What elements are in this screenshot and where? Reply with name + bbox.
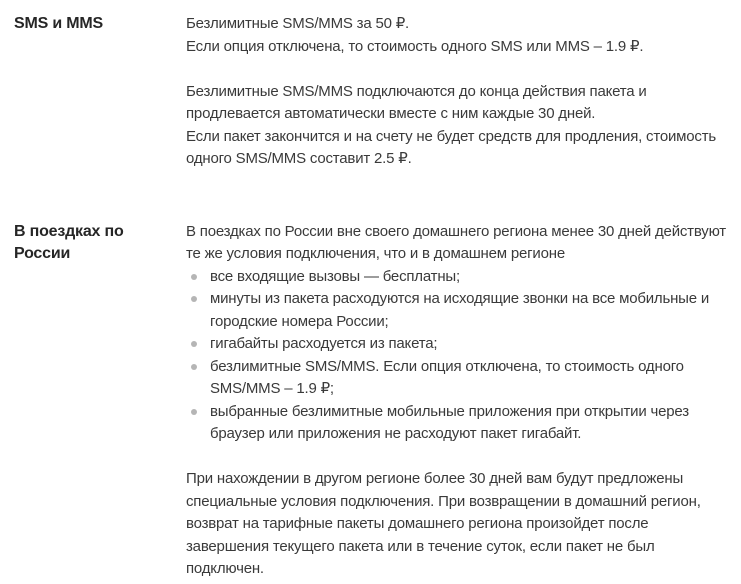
travel-intro-paragraph: В поездках по России вне своего домашнего региона менее 30 дней действуют те же условия подключения, что и в домашнем регионе bbox=[186, 222, 726, 262]
sms-renewal-line: Безлимитные SMS/MMS подключаются до конца действия пакета и продлевается автоматически вместе с ним каждые 30 дней. bbox=[186, 82, 647, 122]
sms-option-off-line: Если опция отключена, то стоимость одного SMS или MMS – 1.9 ₽. bbox=[186, 37, 644, 55]
section-travel-russia bbox=[0, 221, 741, 581]
travel-conditions-list bbox=[186, 266, 729, 446]
sms-price-paragraph bbox=[186, 13, 729, 58]
list-item bbox=[186, 356, 729, 401]
sms-renewal-paragraph bbox=[186, 81, 729, 171]
bullet-marker-icon bbox=[191, 296, 197, 302]
list-item-text: выбранные безлимитные мобильные приложения при открытии через браузер или приложения не расходуют пакет гигабайт. bbox=[210, 402, 689, 442]
section-label-travel-russia: В поездках по России bbox=[14, 222, 124, 262]
list-item-text: гигабайты расходуется из пакета; bbox=[210, 335, 438, 352]
section-sms-mms bbox=[0, 13, 741, 171]
section-content-travel-russia bbox=[186, 221, 741, 581]
list-item-text: минуты из пакета расходуются на исходящие звонки на все мобильные и городские номера России; bbox=[210, 290, 710, 330]
bullet-marker-icon bbox=[191, 274, 197, 280]
list-item bbox=[186, 288, 729, 333]
list-item bbox=[186, 266, 729, 289]
list-item-text: безлимитные SMS/MMS. Если опция отключена, то стоимость одного SMS/MMS – 1.9 ₽; bbox=[210, 357, 684, 397]
list-item bbox=[186, 333, 729, 356]
bullet-marker-icon bbox=[191, 409, 197, 415]
list-item bbox=[186, 401, 729, 446]
section-label-sms-mms: SMS и MMS bbox=[14, 15, 103, 32]
bullet-marker-icon bbox=[191, 364, 197, 370]
sms-price-line: Безлимитные SMS/MMS за 50 ₽. bbox=[186, 15, 410, 32]
section-content-sms-mms bbox=[186, 13, 741, 171]
sms-package-end-line: Если пакет закончится и на счету не будет средств для продления, стоимость одного SMS/MMS составит 2.5 ₽. bbox=[186, 127, 717, 167]
bullet-marker-icon bbox=[191, 341, 197, 347]
list-item-text: все входящие вызовы — бесплатны; bbox=[210, 267, 460, 285]
travel-long-stay-paragraph: При нахождении в другом регионе более 30 дней вам будут предложены специальные условия подключения. При возвращении в домашний регион, возврат на тарифные пакеты домашнего региона произойдет после завершения текущего пакета или в течение суток, если пакет не был подключен. bbox=[186, 470, 701, 577]
